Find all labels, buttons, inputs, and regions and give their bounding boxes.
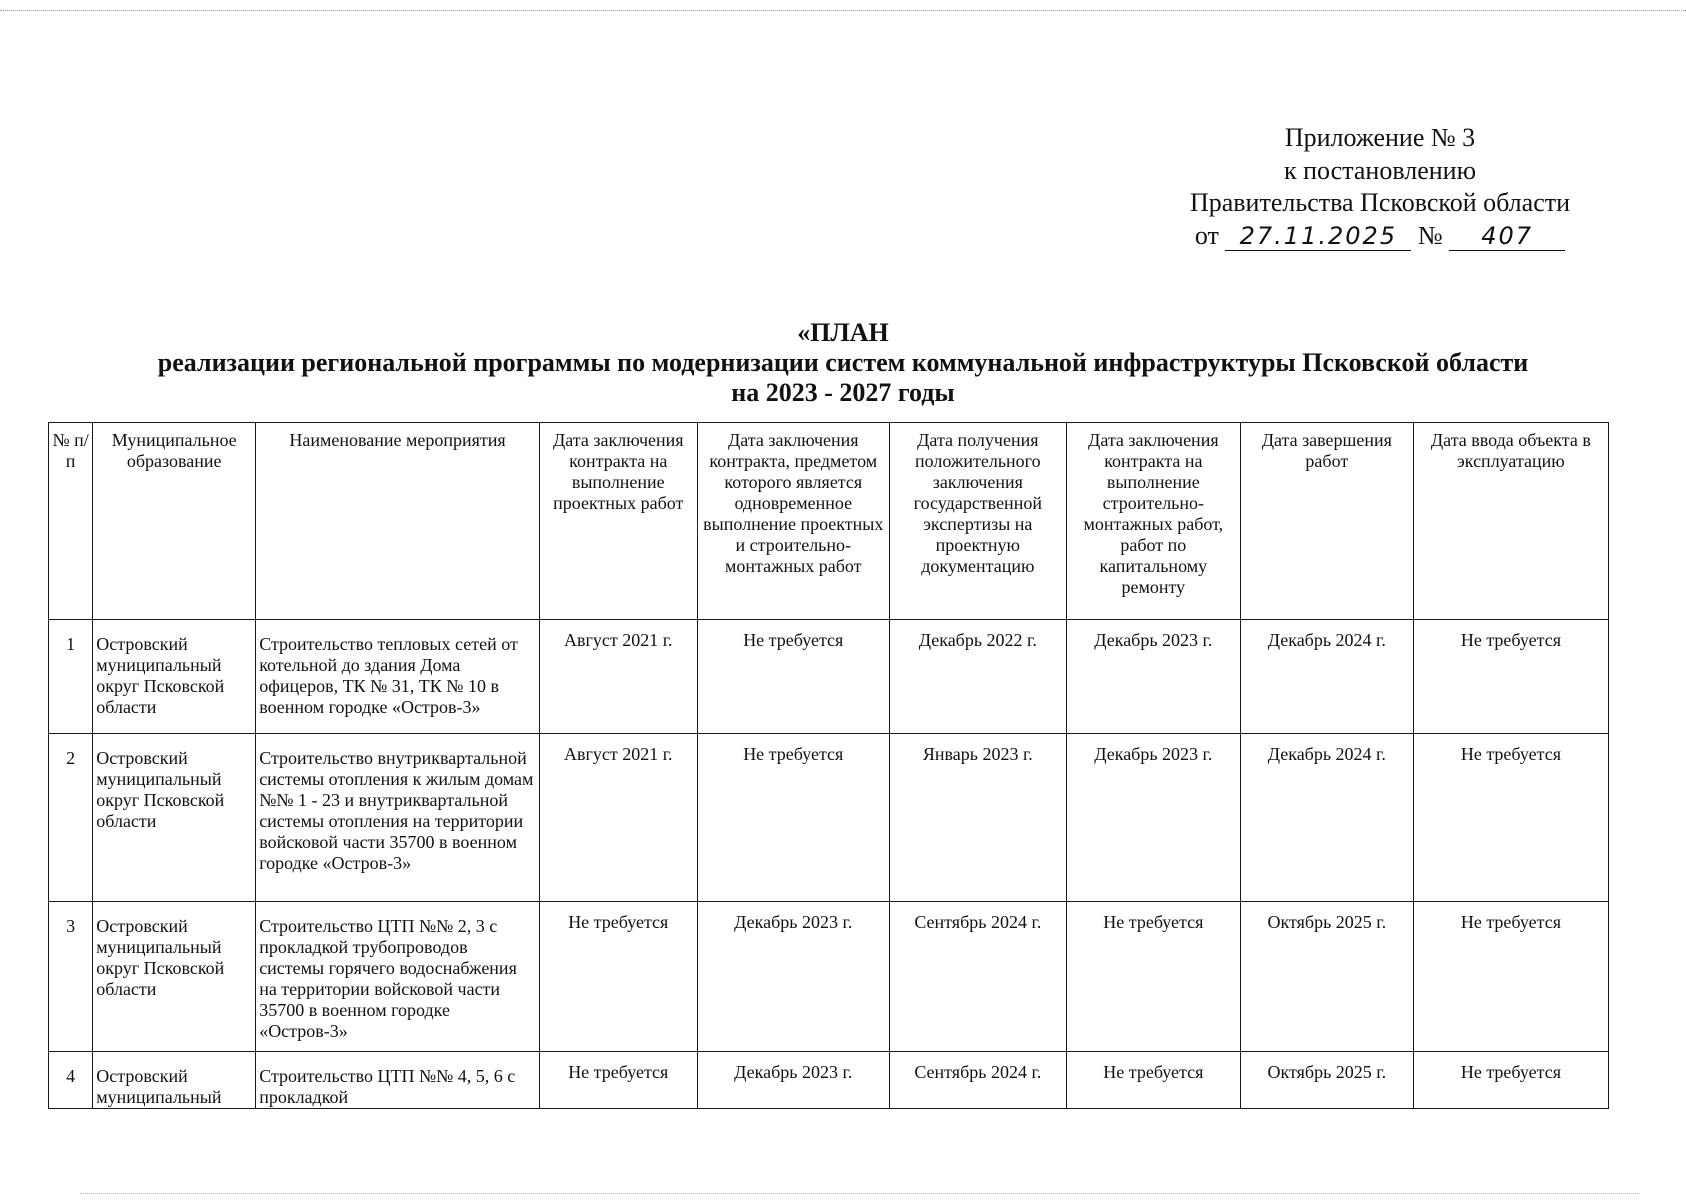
header-completion: Дата завершения работ xyxy=(1240,423,1413,620)
row-combined-contract: Не требуется xyxy=(697,620,889,734)
table-row xyxy=(49,1052,1609,1109)
scan-top-edge xyxy=(0,10,1686,11)
row-completion: Октябрь 2025 г. xyxy=(1240,1052,1413,1109)
header-municipality: Муниципальное образование xyxy=(93,423,256,620)
row-design-contract: Не требуется xyxy=(539,1052,697,1109)
row-combined-contract: Декабрь 2023 г. xyxy=(697,1052,889,1109)
scan-bottom-edge xyxy=(80,1193,1640,1194)
header-combined-contract: Дата заключения контракта, предметом которого является одновременное выполнение проектных и строительно-монтажных работ xyxy=(697,423,889,620)
row-construction-contract: Декабрь 2023 г. xyxy=(1066,620,1240,734)
row-commissioning: Не требуется xyxy=(1413,902,1608,1052)
row-design-contract: Не требуется xyxy=(539,902,697,1052)
title-plan: «ПЛАН xyxy=(797,318,889,347)
row-municipality: Островский муниципальный округ Псковской области xyxy=(93,620,256,734)
row-construction-contract: Не требуется xyxy=(1066,902,1240,1052)
handwritten-number: 407 xyxy=(1449,222,1565,251)
appendix-resolution: к постановлению xyxy=(1283,155,1477,185)
number-sign: № xyxy=(1417,220,1443,250)
row-municipality: Островский муниципальный округ Псковской области xyxy=(93,734,256,902)
header-expertise: Дата получения положительного заключения государственной экспертизы на проектную документацию xyxy=(889,423,1066,620)
header-commissioning: Дата ввода объекта в эксплуатацию xyxy=(1413,423,1608,620)
table-row xyxy=(49,902,1609,1052)
row-event: Строительство внутриквартальной системы отопления к жилым домам №№ 1 - 23 и внутриквартальной системы отопления на территории войсковой части 35700 в военном городке «Остров-3» xyxy=(256,734,540,902)
row-design-contract: Август 2021 г. xyxy=(539,620,697,734)
row-event: Строительство тепловых сетей от котельной до здания Дома офицеров, ТК № 31, ТК № 10 в военном городке «Остров-3» xyxy=(256,620,540,734)
row-number: 2 xyxy=(49,734,93,902)
row-expertise: Сентябрь 2024 г. xyxy=(889,1052,1066,1109)
header-construction-contract: Дата заключения контракта на выполнение строительно-монтажных работ, работ по капитальному ремонту xyxy=(1066,423,1240,620)
row-municipality-text: Островский муниципальный xyxy=(96,1066,222,1107)
row-completion: Декабрь 2024 г. xyxy=(1240,620,1413,734)
header-event: Наименование мероприятия xyxy=(256,423,540,620)
row-commissioning: Не требуется xyxy=(1413,1052,1608,1109)
row-municipality: Островский муниципальный округ Псковской области xyxy=(93,902,256,1052)
appendix-number: Приложение № 3 xyxy=(1284,123,1476,152)
plan-table xyxy=(48,422,1609,1109)
row-construction-contract: Декабрь 2023 г. xyxy=(1066,734,1240,902)
row-municipality xyxy=(93,1052,256,1109)
row-completion: Декабрь 2024 г. xyxy=(1240,734,1413,902)
table-row xyxy=(49,734,1609,902)
row-expertise: Январь 2023 г. xyxy=(889,734,1066,902)
header-num: № п/п xyxy=(49,423,93,620)
row-commissioning: Не требуется xyxy=(1413,734,1608,902)
appendix-authority: Правительства Псковской области xyxy=(1189,188,1571,217)
row-number: 4 xyxy=(49,1052,93,1109)
row-event-text: Строительство ЦТП №№ 4, 5, 6 с прокладкой xyxy=(259,1066,516,1107)
row-number: 3 xyxy=(49,902,93,1052)
table-row xyxy=(49,620,1609,734)
header-design-contract: Дата заключения контракта на выполнение проектных работ xyxy=(539,423,697,620)
row-combined-contract: Не требуется xyxy=(697,734,889,902)
row-event: Строительство ЦТП №№ 2, 3 с прокладкой трубопроводов системы горячего водоснабжения на территории войсковой части 35700 в военном городке «Остров-3» xyxy=(256,902,540,1052)
row-construction-contract: Не требуется xyxy=(1066,1052,1240,1109)
row-combined-contract: Декабрь 2023 г. xyxy=(697,902,889,1052)
row-expertise: Сентябрь 2024 г. xyxy=(889,902,1066,1052)
row-design-contract: Август 2021 г. xyxy=(539,734,697,902)
row-event xyxy=(256,1052,540,1109)
title-program: реализации региональной программы по модернизации систем коммунальной инфраструктуры Псковской области xyxy=(157,348,1529,377)
table-header-row xyxy=(49,423,1609,620)
title-years: на 2023 - 2027 годы xyxy=(731,378,955,407)
date-prefix: от xyxy=(1194,220,1219,250)
row-commissioning: Не требуется xyxy=(1413,620,1608,734)
handwritten-date: 27.11.2025 xyxy=(1225,222,1411,251)
appendix-date-line xyxy=(1100,220,1660,253)
document-title xyxy=(40,318,1646,408)
appendix-header xyxy=(1100,122,1660,252)
row-expertise: Декабрь 2022 г. xyxy=(889,620,1066,734)
row-number: 1 xyxy=(49,620,93,734)
row-completion: Октябрь 2025 г. xyxy=(1240,902,1413,1052)
